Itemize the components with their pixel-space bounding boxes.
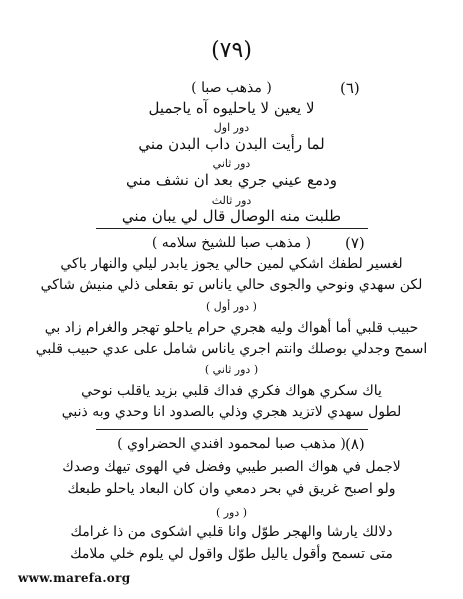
verse-line: طلبت منه الوصال قال لي يبان مني xyxy=(121,207,342,225)
section-subheading: دور اول xyxy=(213,121,250,134)
footer-url: www.marefa.org xyxy=(18,571,131,585)
verse-line: اسمح وجدلي بوصلك وانتم اجري ياناس شامل على عدي حبيب قلبي xyxy=(35,341,428,357)
page-number: (٧٩) xyxy=(211,38,252,63)
verse-line: حبيب قلبي أما أهواك وليه هجري حرام ياحلو تهجر والغرام زاد بي xyxy=(44,320,419,336)
section-subheading: ( دور أول ) xyxy=(206,300,257,313)
verse-line: لا يعين لا ياحليوه آه ياجميل xyxy=(148,99,315,117)
verse-line: لطول سهدي لاتزيد هجري وذلي بالصدود انا وحدي وبه ذنبي xyxy=(61,404,402,420)
section-subheading: دور ثالث xyxy=(211,194,252,207)
section-number: (٧) xyxy=(345,234,365,252)
verse-line: متى تسمح وأقول ياليل طوّل واقول لي يلوم خلي ملامك xyxy=(70,546,393,562)
divider-rule xyxy=(96,429,368,430)
divider-rule xyxy=(96,228,368,229)
section-heading: ( مذهب صبا ) xyxy=(191,80,272,96)
verse-line: لاجمل في هواك الصبر طيبي وفضل في الهوى تيهك وصدك xyxy=(62,459,401,475)
verse-line: ودمع عيني جري بعد ان نشف مني xyxy=(126,171,337,189)
section-subheading: ( دور ثاني ) xyxy=(204,363,259,376)
section-number: (٨) xyxy=(345,435,365,453)
section-subheading: ( دور ) xyxy=(215,506,248,519)
section-heading: ( مذهب صبا للشيخ سلامه ) xyxy=(151,235,312,251)
verse-line: دلالك يارشا والهجر طوّل وانا قلبي اشكوى من ذا غرامك xyxy=(70,524,393,540)
verse-line: لما رأيت البدن داب البدن مني xyxy=(138,135,325,153)
verse-line: لغسير لطفك اشكي لمين حالي يجوز يابدر ليلي والنهار باكي xyxy=(60,256,403,272)
section-subheading: دور ثاني xyxy=(212,157,251,170)
verse-line: ولو اصبح غريق في بحر دمعي وان كان البعاد ياحلو طبعك xyxy=(67,481,396,497)
verse-line: ياك سكري هواك فكري فداك قلبي بزيد ياقلب نوحي xyxy=(81,383,382,399)
section-heading: ( مذهب صبا لمحمود افندي الحضراوي ) xyxy=(117,436,346,452)
section-number: (٦) xyxy=(340,79,360,97)
verse-line: لكن سهدي ونوحي والجوى حالي ياناس تو بقعلى ذلي منيش شاكي xyxy=(40,277,423,293)
